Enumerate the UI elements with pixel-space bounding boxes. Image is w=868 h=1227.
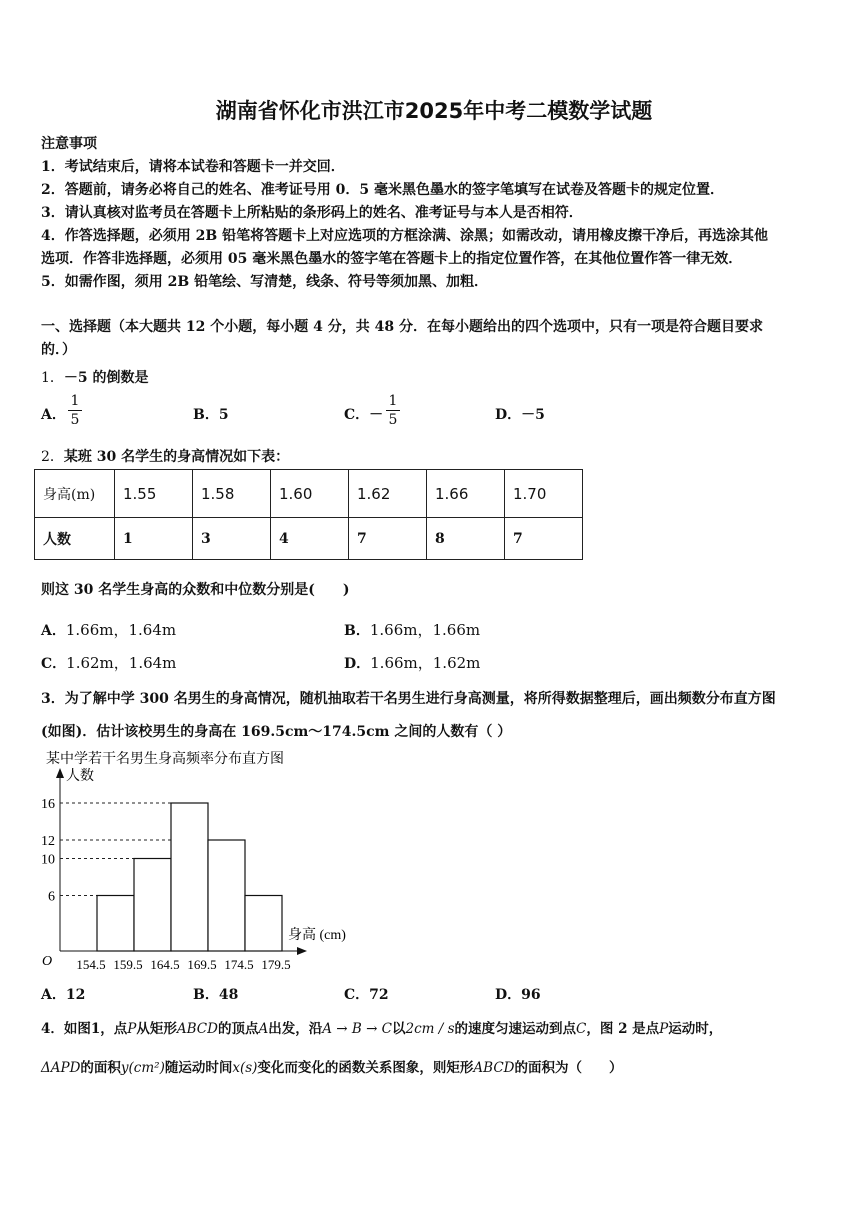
table-cell: 7 — [349, 518, 427, 560]
x-axis-arrow — [297, 947, 307, 955]
y-tick-label: 6 — [48, 889, 55, 905]
x-tick-label: 159.5 — [113, 957, 143, 972]
notice-item-2: 2．答题前，请务必将自己的姓名、准考证号用 0．5 毫米黑色墨水的签字笔填写在试卷及答题卡的规定位置． — [41, 182, 724, 198]
q4-text: 的面积 — [80, 1060, 121, 1076]
section-heading: 一、选择题（本大题共 12 个小题，每小题 4 分，共 48 分．在每小题给出的四个选项中，只有一项是符合题目要求 — [41, 319, 763, 335]
q2-b-label: B． — [344, 623, 370, 639]
histogram-bar — [245, 896, 282, 952]
q4-text: ，图 2 是点 — [586, 1021, 660, 1037]
q1-number: 1． — [41, 370, 64, 386]
notice-item-5: 5．如需作图，须用 2B 铅笔绘、写清楚，线条、符号等须加黑、加粗． — [41, 274, 489, 290]
table-cell: 1 — [115, 518, 193, 560]
q4-text: 从矩形 — [136, 1021, 177, 1037]
q1-c-numerator: 1 — [388, 393, 398, 409]
q4-rect-name: ABCD — [473, 1060, 515, 1076]
q3-option-a: A．12 — [41, 987, 86, 1003]
q4-text: 的顶点 — [217, 1021, 259, 1037]
q4-text: 的速度匀速运动到点 — [454, 1021, 577, 1037]
y-axis-label: 人数 — [66, 769, 94, 784]
q4-point-a: A — [258, 1021, 269, 1037]
height-table — [34, 469, 583, 560]
q4-point-p: P — [127, 1021, 137, 1037]
q4-y-var: y(cm²) — [120, 1060, 165, 1076]
q2-option-d — [344, 652, 480, 673]
q1-c-denominator: 5 — [388, 412, 398, 428]
section-heading-cont: 的．） — [41, 342, 76, 358]
q4-stem — [41, 1017, 722, 1037]
q2-number: 2． — [41, 449, 64, 465]
table-cell: 8 — [427, 518, 505, 560]
q2-option-c — [41, 652, 176, 673]
notice-item-3: 3．请认真核对监考员在答题卡上所粘贴的条形码上的姓名、准考证号与本人是否相符． — [41, 205, 583, 221]
y-axis-arrow — [56, 768, 64, 778]
q4-point-p: P — [659, 1021, 669, 1037]
q2-option-a — [41, 619, 176, 640]
q4-speed: 2cm / s — [405, 1021, 455, 1037]
q1-option-a-label: A． — [41, 407, 66, 423]
x-tick-label: 164.5 — [150, 957, 180, 972]
table-row — [35, 470, 583, 518]
q1-text: －5 的倒数是 — [63, 370, 149, 386]
q3-option-b: B．48 — [193, 987, 239, 1003]
y-tick-label: 12 — [41, 834, 55, 849]
q4-text: 运动时， — [668, 1021, 723, 1037]
q2-c-label: C． — [41, 656, 67, 672]
q2-d-label: D． — [344, 656, 371, 672]
fraction-bar — [386, 410, 400, 411]
q2-question: 则这 30 名学生身高的众数和中位数分别是( ) — [41, 582, 350, 598]
table-cell-count-label: 人数 — [35, 518, 115, 560]
q2-b-value: 1.66m，1.66m — [369, 621, 481, 639]
q4-text: 4．如图1，点 — [41, 1021, 128, 1037]
q4-rect-name: ABCD — [176, 1021, 218, 1037]
y-tick-label: 10 — [41, 852, 55, 868]
q1-a-denominator: 5 — [70, 412, 80, 428]
q4-text: 的面积为（ ） — [514, 1060, 623, 1076]
histogram-chart — [34, 748, 374, 978]
q1-option-d: D．－5 — [495, 407, 545, 423]
q1-option-c-label: C．－ — [344, 407, 384, 423]
q2-a-label: A． — [41, 623, 66, 639]
q2-text: 某班 30 名学生的身高情况如下表： — [63, 449, 290, 465]
x-tick-label: 174.5 — [224, 957, 254, 972]
histogram-bar — [134, 859, 171, 952]
q1-option-a-fraction — [68, 393, 82, 428]
table-cell: 7 — [505, 518, 583, 560]
q2-d-value: 1.66m，1.62m — [370, 654, 481, 672]
q4-triangle: ΔAPD — [41, 1060, 81, 1076]
x-axis-label: 身高 (cm) — [288, 928, 346, 943]
histogram-bar — [97, 896, 134, 952]
q1-option-c-fraction — [386, 393, 400, 428]
table-cell: 3 — [193, 518, 271, 560]
histogram-bar — [171, 803, 208, 951]
q1-option-b: B．5 — [193, 407, 229, 423]
table-cell: 1.62 — [349, 470, 427, 518]
q4-text: 出发，沿 — [268, 1021, 323, 1037]
table-cell: 1.60 — [271, 470, 349, 518]
q2-stem — [41, 446, 289, 466]
notice-item-1: 1．考试结束后，请将本试卷和答题卡一并交回． — [41, 159, 345, 175]
q4-x-var: x(s) — [232, 1060, 258, 1076]
q3-stem-cont: (如图)．估计该校男生的身高在 169.5cm～174.5cm 之间的人数有（ ） — [41, 724, 512, 740]
q1-stem — [41, 367, 149, 387]
table-row — [35, 518, 583, 560]
table-cell: 1.66 — [427, 470, 505, 518]
q2-c-value: 1.62m，1.64m — [66, 654, 177, 672]
x-tick-label: 154.5 — [76, 957, 106, 972]
q4-text: 以 — [392, 1021, 406, 1037]
q2-option-b — [344, 619, 480, 640]
y-tick-label: 16 — [41, 797, 55, 812]
table-cell: 4 — [271, 518, 349, 560]
chart-title: 某中学若干名男生身高频率分布直方图 — [46, 750, 284, 766]
notice-item-4-cont: 选项．作答非选择题，必须用 05 毫米黑色墨水的签字笔在答题卡上的指定位置作答，在其他位置作答一律无效． — [41, 251, 743, 267]
histogram-bar — [208, 840, 245, 951]
q3-option-c: C．72 — [344, 987, 389, 1003]
x-tick-label: 169.5 — [187, 957, 217, 972]
notice-item-4: 4．作答选择题，必须用 2B 铅笔将答题卡上对应选项的方框涂满、涂黑；如需改动，请用橡皮擦干净后，再选涂其他 — [41, 228, 769, 244]
q4-stem-cont — [41, 1056, 623, 1076]
q1-a-numerator: 1 — [70, 393, 80, 409]
q4-text: 随运动时间 — [164, 1060, 233, 1076]
origin-label: O — [42, 954, 53, 969]
q2-a-value: 1.66m，1.64m — [65, 621, 177, 639]
table-cell-height-label: 身高(m) — [35, 470, 115, 518]
table-cell: 1.70 — [505, 470, 583, 518]
q4-point-c: C — [576, 1021, 587, 1037]
table-cell: 1.55 — [115, 470, 193, 518]
q4-text: 变化而变化的函数关系图象，则矩形 — [257, 1060, 474, 1076]
table-cell: 1.58 — [193, 470, 271, 518]
page-title: 湖南省怀化市洪江市2025年中考二模数学试题 — [215, 99, 653, 123]
notice-heading: 注意事项 — [41, 136, 97, 152]
q4-path: A → B → C — [322, 1021, 393, 1037]
q3-stem: 3．为了解中学 300 名男生的身高情况，随机抽取若干名男生进行身高测量，将所得数据整理后，画出频数分布直方图 — [41, 691, 776, 707]
q3-option-d: D．96 — [495, 987, 541, 1003]
fraction-bar — [68, 410, 82, 411]
x-tick-label: 179.5 — [261, 957, 291, 972]
